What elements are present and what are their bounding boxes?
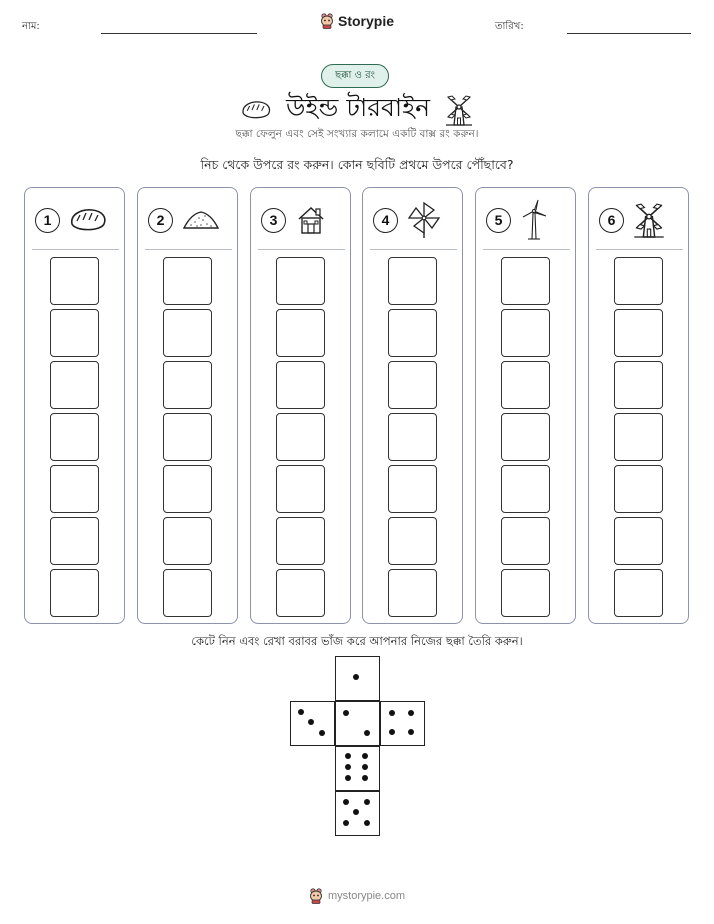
color-box[interactable] — [50, 517, 99, 565]
dice-pip — [308, 719, 314, 725]
color-box[interactable] — [501, 517, 550, 565]
column-6 — [588, 187, 689, 624]
dice-pip — [319, 730, 325, 736]
color-box[interactable] — [501, 309, 550, 357]
color-box[interactable] — [163, 309, 212, 357]
color-box[interactable] — [388, 569, 437, 617]
date-line[interactable] — [567, 33, 691, 34]
dice-pip — [343, 799, 349, 805]
color-box[interactable] — [501, 569, 550, 617]
color-box[interactable] — [388, 465, 437, 513]
dice-face-3 — [290, 701, 335, 746]
column-number: 4 — [373, 208, 398, 233]
color-box[interactable] — [50, 413, 99, 461]
color-box[interactable] — [388, 361, 437, 409]
storypie-logo-icon — [320, 13, 334, 29]
color-box[interactable] — [501, 465, 550, 513]
dice-face-6 — [335, 746, 380, 791]
instruction: নিচ থেকে উপরে রং করুন। কোন ছবিটি প্রথমে উপরে পৌঁছাবে? — [200, 157, 514, 172]
page-title: উইন্ড টারবাইন — [285, 93, 431, 122]
column-number: 5 — [486, 208, 511, 233]
column-number: 6 — [599, 208, 624, 233]
color-box[interactable] — [276, 465, 325, 513]
dice-pip — [345, 764, 351, 770]
dice-pip — [408, 729, 414, 735]
color-box[interactable] — [276, 361, 325, 409]
dice-pip — [364, 820, 370, 826]
color-box[interactable] — [276, 413, 325, 461]
column-4 — [362, 187, 463, 624]
name-label: নাম: — [22, 21, 40, 32]
column-5 — [475, 187, 576, 624]
column-divider — [145, 249, 232, 250]
dice-pip — [345, 775, 351, 781]
subtitle: ছক্কা ফেলুন এবং সেই সংখ্যার কলামে একটি বাক্স রং করুন। — [235, 128, 479, 140]
column-header — [148, 202, 232, 238]
color-box[interactable] — [614, 465, 663, 513]
column-number: 3 — [261, 208, 286, 233]
pinwheel-icon — [406, 200, 442, 240]
color-box[interactable] — [276, 517, 325, 565]
dice-pip — [389, 729, 395, 735]
color-box[interactable] — [614, 257, 663, 305]
brand-name: Storypie — [337, 13, 394, 29]
column-header — [486, 202, 570, 238]
dice-pip — [343, 820, 349, 826]
color-box[interactable] — [163, 413, 212, 461]
column-divider — [370, 249, 457, 250]
bread-icon — [240, 98, 272, 122]
brand — [0, 13, 714, 29]
name-line[interactable] — [101, 33, 257, 34]
dice-face-5 — [335, 791, 380, 836]
column-header — [35, 202, 119, 238]
windmill-icon — [632, 200, 666, 240]
dice-pip — [362, 775, 368, 781]
color-box[interactable] — [276, 569, 325, 617]
color-box[interactable] — [50, 465, 99, 513]
color-box[interactable] — [163, 361, 212, 409]
color-box[interactable] — [388, 257, 437, 305]
game-type-badge: ছক্কা ও রং — [321, 64, 389, 88]
column-divider — [596, 249, 683, 250]
dice-pip — [389, 710, 395, 716]
color-box[interactable] — [50, 257, 99, 305]
color-box[interactable] — [614, 309, 663, 357]
dice-net — [290, 656, 425, 836]
dice-face-1 — [335, 656, 380, 701]
title-row — [0, 88, 714, 131]
flour-pile-icon — [181, 205, 221, 235]
color-box[interactable] — [163, 465, 212, 513]
dice-face-4 — [380, 701, 425, 746]
storypie-logo-icon — [309, 888, 323, 904]
color-box[interactable] — [614, 569, 663, 617]
color-box[interactable] — [163, 517, 212, 565]
windmill-icon — [444, 93, 474, 127]
color-box[interactable] — [50, 569, 99, 617]
column-2 — [137, 187, 238, 624]
color-box[interactable] — [614, 413, 663, 461]
column-number: 2 — [148, 208, 173, 233]
color-box[interactable] — [388, 517, 437, 565]
dice-pip — [298, 709, 304, 715]
cut-instruction: কেটে নিন এবং রেখা বরাবর ভাঁজ করে আপনার নিজের ছক্কা তৈরি করুন। — [191, 634, 523, 648]
color-box[interactable] — [501, 361, 550, 409]
dice-pip — [364, 730, 370, 736]
color-box[interactable] — [501, 413, 550, 461]
dice-pip — [353, 674, 359, 680]
color-box[interactable] — [276, 257, 325, 305]
column-divider — [32, 249, 119, 250]
color-box[interactable] — [614, 361, 663, 409]
dice-pip — [364, 799, 370, 805]
color-box[interactable] — [501, 257, 550, 305]
color-box[interactable] — [50, 361, 99, 409]
column-header — [261, 202, 345, 238]
column-divider — [483, 249, 570, 250]
dice-pip — [362, 764, 368, 770]
color-box[interactable] — [388, 309, 437, 357]
column-header — [373, 202, 457, 238]
column-header — [599, 202, 683, 238]
dice-pip — [362, 753, 368, 759]
bread-icon — [68, 205, 108, 235]
dice-face-2 — [335, 701, 380, 746]
footer-url[interactable]: mystorypie.com — [327, 890, 406, 902]
color-box[interactable] — [163, 257, 212, 305]
dice-pip — [343, 710, 349, 716]
dice-pip — [345, 753, 351, 759]
date-label: তারিখ: — [495, 21, 524, 32]
color-box[interactable] — [50, 309, 99, 357]
house-icon — [294, 204, 328, 236]
color-box[interactable] — [163, 569, 212, 617]
color-box[interactable] — [388, 413, 437, 461]
wind-turbine-icon — [519, 199, 549, 241]
dice-pip — [353, 809, 359, 815]
column-number: 1 — [35, 208, 60, 233]
column-3 — [250, 187, 351, 624]
column-divider — [258, 249, 345, 250]
dice-pip — [408, 710, 414, 716]
column-1 — [24, 187, 125, 624]
color-box[interactable] — [614, 517, 663, 565]
color-box[interactable] — [276, 309, 325, 357]
footer — [0, 888, 714, 904]
